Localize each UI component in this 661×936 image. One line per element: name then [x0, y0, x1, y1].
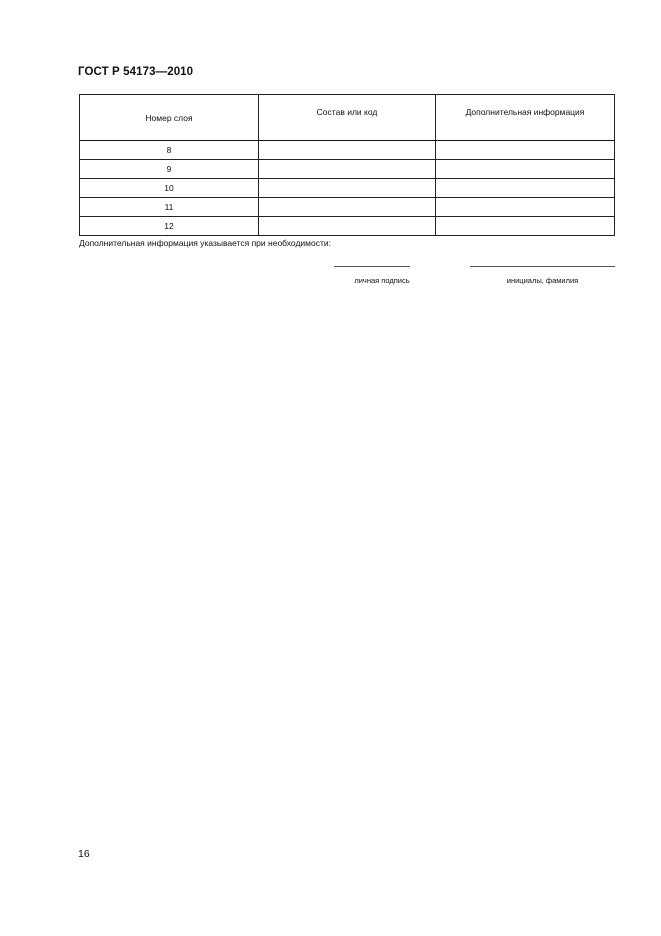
additional-info-cell — [436, 160, 615, 179]
layers-table — [79, 94, 615, 236]
table-row — [80, 160, 615, 179]
name-label: инициалы, фамилия — [506, 276, 579, 285]
layer-number-cell: 8 — [80, 141, 259, 160]
table-header-row — [80, 95, 615, 141]
document-header: ГОСТ Р 54173—2010 — [78, 66, 194, 78]
composition-cell — [259, 160, 436, 179]
layer-number-cell: 10 — [80, 179, 259, 198]
name-line — [470, 266, 615, 267]
table-row — [80, 179, 615, 198]
table-row — [80, 217, 615, 236]
additional-info-cell — [436, 179, 615, 198]
additional-info-cell — [436, 141, 615, 160]
additional-info-cell — [436, 217, 615, 236]
layer-number-cell: 12 — [80, 217, 259, 236]
layer-number-cell: 9 — [80, 160, 259, 179]
table-row — [80, 198, 615, 217]
composition-cell — [259, 179, 436, 198]
table-row — [80, 141, 615, 160]
column-header-layer-number: Номер слоя — [80, 95, 259, 141]
page-number: 16 — [78, 848, 90, 860]
signature-line — [334, 266, 410, 267]
additional-info-cell — [436, 198, 615, 217]
column-header-composition: Состав или код — [259, 95, 436, 141]
composition-cell — [259, 198, 436, 217]
composition-cell — [259, 141, 436, 160]
column-header-additional-info: Дополнительная информация — [436, 95, 615, 141]
composition-cell — [259, 217, 436, 236]
signature-label: личная подпись — [354, 276, 410, 285]
additional-info-note: Дополнительная информация указывается при необходимости: — [79, 238, 331, 248]
layer-number-cell: 11 — [80, 198, 259, 217]
